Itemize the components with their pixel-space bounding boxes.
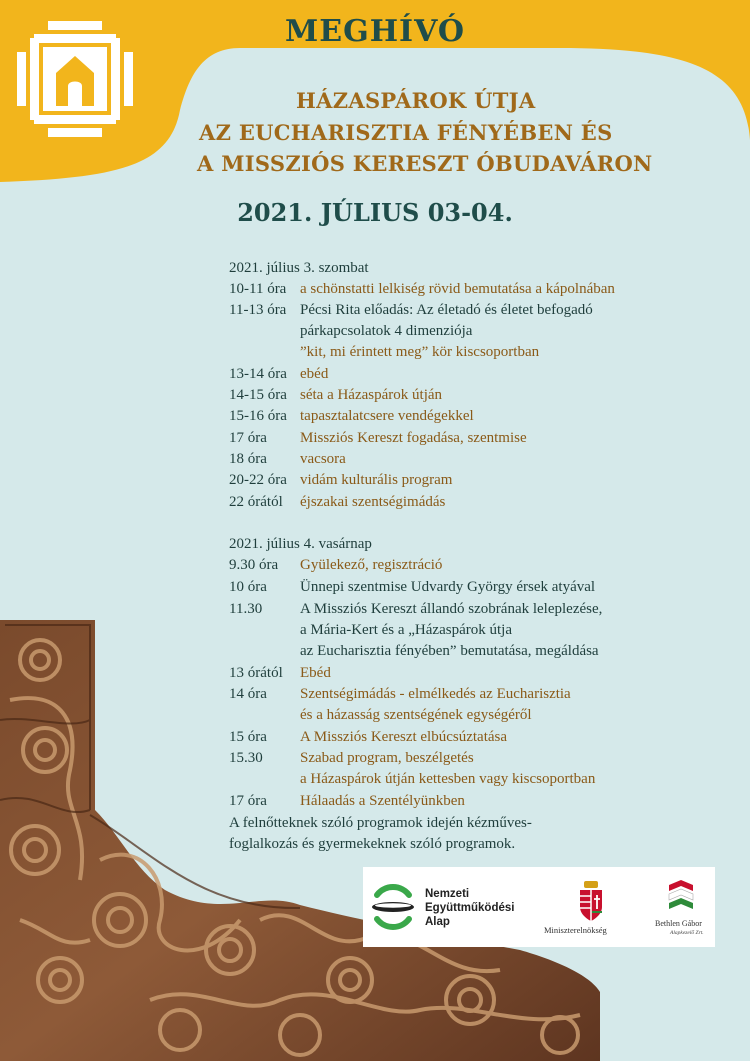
row-desc: Szentségimádás - elmélkedés az Eucharisztia	[300, 686, 571, 702]
nea-name-line-3: Alap	[425, 916, 450, 928]
sponsor-logos-panel	[363, 867, 715, 947]
bethlen-gabor-logo-icon	[667, 879, 695, 913]
row-desc: Szabad program, beszélgetés	[300, 750, 474, 766]
row-desc-continued: az Eucharisztia fényében” bemutatása, megáldása	[300, 643, 599, 659]
row-desc: Pécsi Rita előadás: Az életadó és életet befogadó	[300, 302, 593, 318]
row-desc: tapasztalatcsere vendégekkel	[300, 408, 474, 424]
row-time: 14 óra	[229, 686, 267, 702]
nea-name-line-1: Nemzeti	[425, 888, 470, 900]
row-desc: Hálaadás a Szentélyünkben	[300, 793, 465, 809]
row-desc: éjszakai szentségimádás	[300, 494, 446, 510]
row-desc: Missziós Kereszt fogadása, szentmise	[300, 430, 527, 446]
row-time: 13-14 óra	[229, 366, 287, 382]
row-desc: ebéd	[300, 366, 329, 382]
row-desc: Ünnepi szentmise Udvardy György érsek atyával	[300, 579, 596, 595]
subtitle-line-3: A MISSZIÓS KERESZT ÓBUDAVÁRON	[197, 151, 653, 176]
row-time: 17 óra	[229, 793, 267, 809]
row-time: 15-16 óra	[229, 408, 287, 424]
row-time: 10 óra	[229, 579, 267, 595]
row-desc: Gyülekező, regisztráció	[300, 557, 443, 573]
row-desc: A Missziós Kereszt állandó szobrának leleplezése,	[300, 601, 603, 617]
row-desc-continued: a Mária-Kert és a „Házaspárok útja	[300, 622, 512, 638]
row-time: 13 órától	[229, 665, 283, 681]
row-desc: A Missziós Kereszt elbúcsúztatása	[300, 729, 508, 745]
row-desc: vidám kulturális program	[300, 472, 453, 488]
row-desc-continued: párkapcsolatok 4 dimenziója	[300, 323, 473, 339]
page-title: MEGHÍVÓ	[285, 14, 465, 49]
row-time: 17 óra	[229, 430, 267, 446]
row-time: 14-15 óra	[229, 387, 287, 403]
subtitle-line-1: HÁZASPÁROK ÚTJA	[296, 88, 536, 113]
row-desc: a schönstatti lelkiség rövid bemutatása a kápolnában	[300, 281, 615, 297]
subtitle-line-2: AZ EUCHARISZTIA FÉNYÉBEN ÉS	[199, 120, 613, 145]
row-time: 11-13 óra	[229, 302, 287, 318]
event-date: 2021. JÚLIUS 03-04.	[237, 198, 513, 227]
row-time: 18 óra	[229, 451, 267, 467]
nea-circle-logo-icon	[369, 881, 417, 933]
row-time: 20-22 óra	[229, 472, 287, 488]
day1-heading: 2021. július 3. szombat	[229, 260, 369, 276]
row-time: 15.30	[229, 750, 263, 766]
bethlen-subtitle: Alapkezelő Zrt.	[670, 930, 704, 936]
note-line-1: A felnőtteknek szóló programok idején kézműves-	[229, 815, 532, 831]
row-time: 15 óra	[229, 729, 267, 745]
row-desc-continued: ”kit, mi érintett meg” kör kiscsoportban	[300, 344, 540, 360]
row-desc-continued: a Házaspárok útján kettesben vagy kiscsoportban	[300, 771, 596, 787]
bethlen-name: Bethlen Gábor	[655, 919, 702, 928]
row-desc-continued: és a házasság szentségének egységéről	[300, 707, 532, 723]
row-time: 9.30 óra	[229, 557, 279, 573]
note-line-2: foglalkozás és gyermekeknek szóló programok.	[229, 836, 516, 852]
nea-name-line-2: Együttműködési	[425, 902, 515, 914]
day2-heading: 2021. július 4. vasárnap	[229, 536, 372, 552]
row-time: 11.30	[229, 601, 263, 617]
row-desc: séta a Házaspárok útján	[300, 387, 443, 403]
row-time: 22 órától	[229, 494, 283, 510]
hungarian-coat-of-arms-icon	[576, 879, 606, 923]
row-desc: vacsora	[300, 451, 346, 467]
ministry-name: Miniszterelnökség	[544, 925, 607, 935]
row-desc: Ebéd	[300, 665, 331, 681]
row-time: 10-11 óra	[229, 281, 287, 297]
